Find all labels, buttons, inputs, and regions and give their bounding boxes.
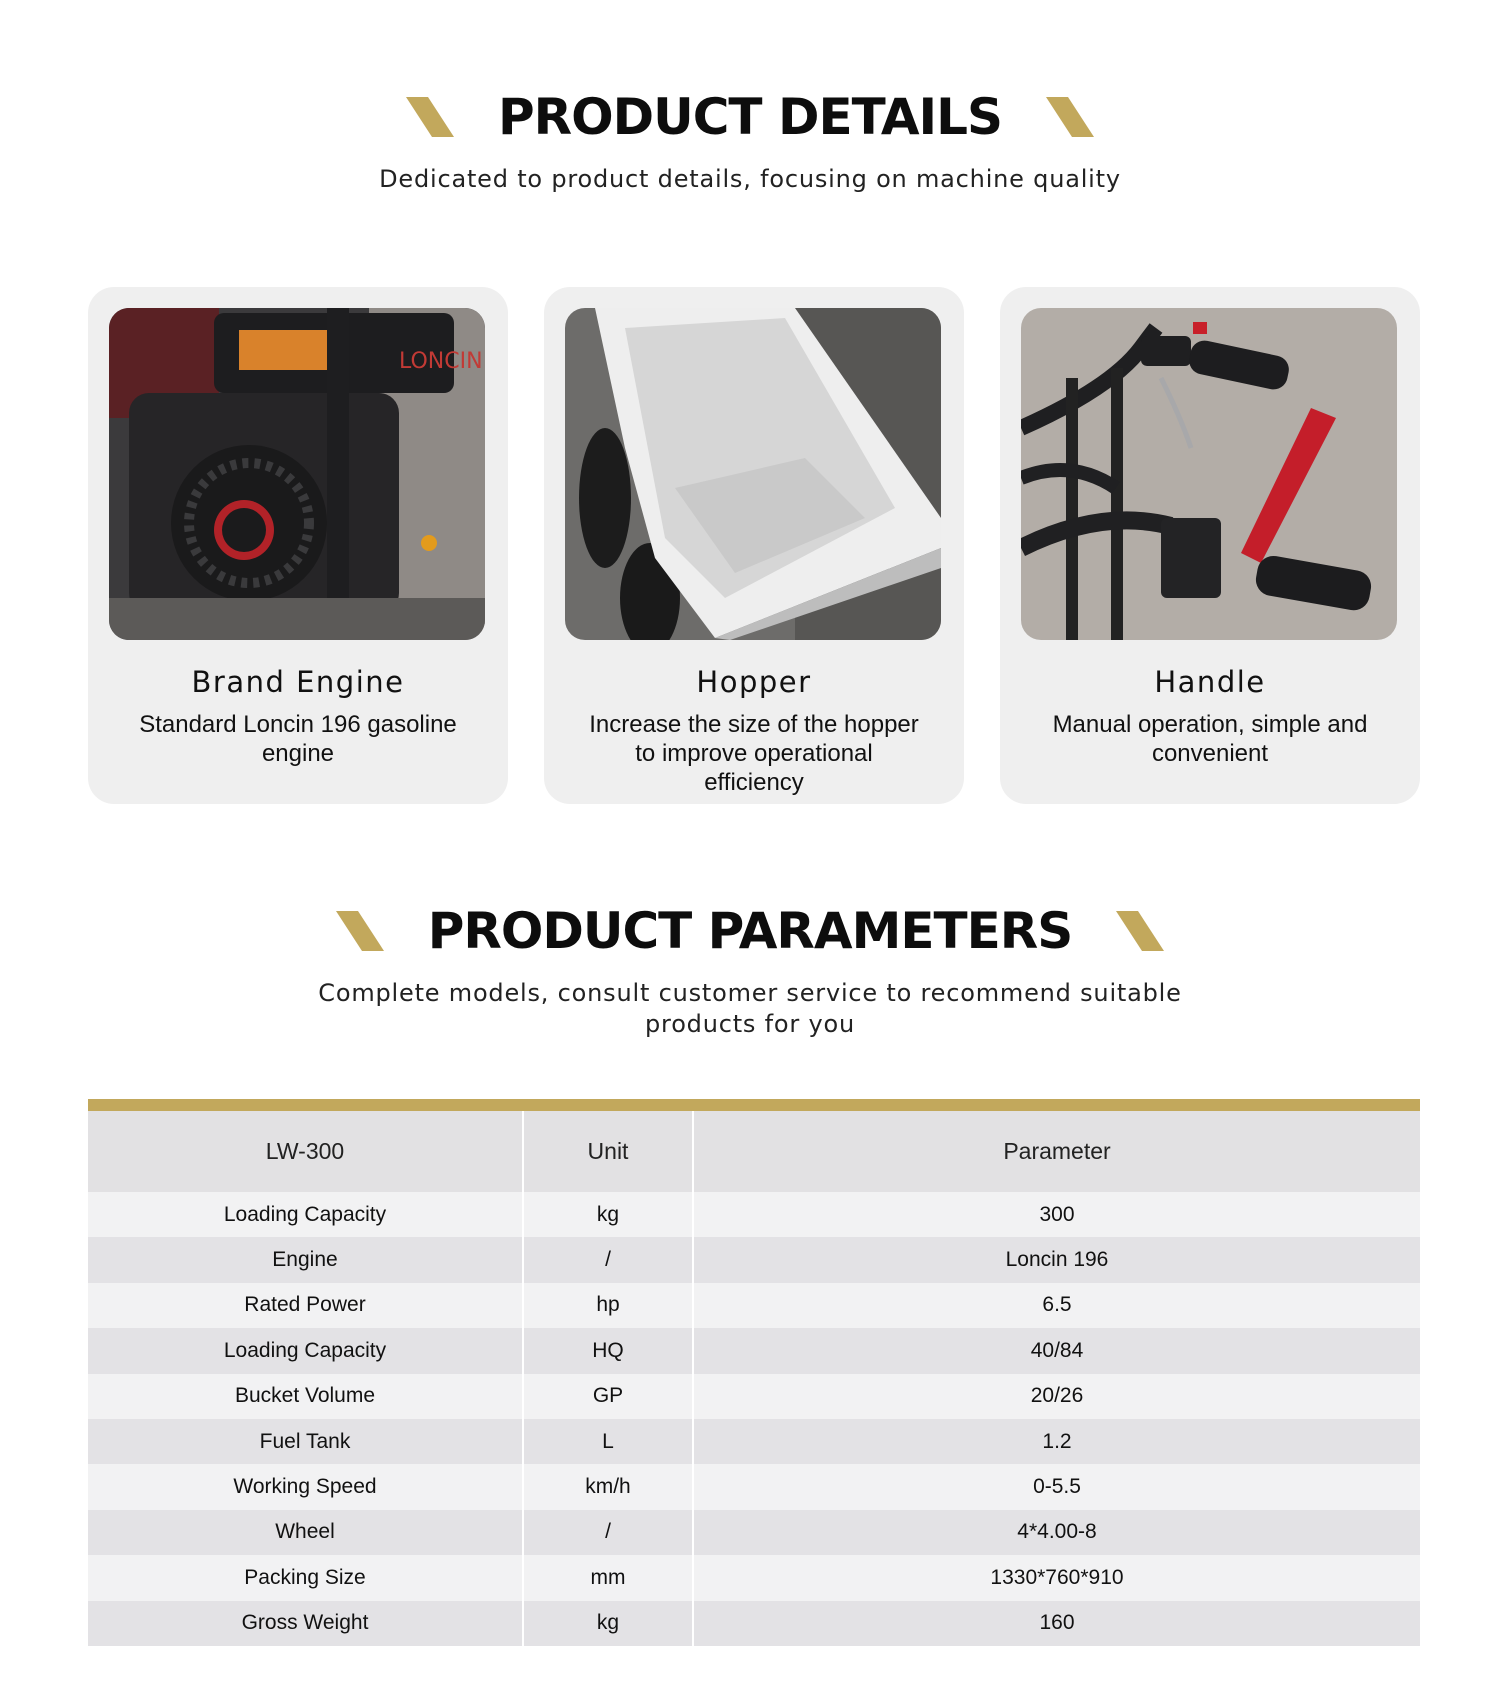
table-body [88, 1192, 1420, 1646]
table-row [88, 1419, 1420, 1464]
row-label: Working Speed [88, 1464, 524, 1509]
row-unit: GP [524, 1374, 694, 1419]
row-unit: hp [524, 1283, 694, 1328]
header-parameter: Parameter [1003, 1138, 1111, 1164]
row-value: 40/84 [1030, 1338, 1084, 1362]
table-row [88, 1237, 1420, 1282]
gold-slash-right-icon [1046, 97, 1094, 137]
row-label: Wheel [88, 1510, 524, 1555]
section-title: PRODUCT PARAMETERS [427, 902, 1073, 960]
row-label: Loading Capacity [88, 1328, 524, 1373]
row-unit: kg [524, 1192, 694, 1237]
details-subtitle: Dedicated to product details, focusing on machine quality [379, 165, 1121, 193]
card-description: Standard Loncin 196 gasoline engine [139, 711, 457, 767]
feature-card-engine [88, 287, 508, 804]
table-row [88, 1192, 1420, 1237]
gold-slash-right-icon [1116, 911, 1164, 951]
row-label: Packing Size [88, 1555, 524, 1600]
table-accent-bar [88, 1099, 1420, 1111]
row-label: Engine [88, 1237, 524, 1282]
card-description: Manual operation, simple and convenient [1052, 711, 1368, 767]
row-value: 6.5 [1042, 1293, 1072, 1317]
header-model: LW-300 [88, 1111, 524, 1192]
row-unit: km/h [524, 1464, 694, 1509]
parameters-subtitle: Complete models, consult customer service to recommend suitable products for you [318, 979, 1182, 1038]
row-value: 20/26 [1030, 1384, 1084, 1408]
svg-text:LONCIN: LONCIN [399, 349, 483, 374]
card-description: Increase the size of the hopper to improve operational efficiency [589, 711, 919, 796]
parameters-table [88, 1099, 1420, 1646]
product-details-header [0, 88, 1500, 195]
table-row [88, 1374, 1420, 1419]
row-value: 160 [1039, 1611, 1075, 1635]
row-label: Gross Weight [88, 1601, 524, 1646]
table-row [88, 1601, 1420, 1646]
table-row [88, 1283, 1420, 1328]
table-header-row [88, 1111, 1420, 1192]
product-parameters-header [0, 902, 1500, 1040]
row-label: Rated Power [88, 1283, 524, 1328]
row-label: Fuel Tank [88, 1419, 524, 1464]
row-unit: mm [524, 1555, 694, 1600]
row-value: Loncin 196 [1005, 1248, 1109, 1272]
gold-slash-left-icon [336, 911, 384, 951]
hopper-photo [565, 308, 941, 640]
row-value: 1330*760*910 [990, 1565, 1124, 1589]
card-title: Hopper [696, 665, 812, 699]
feature-card-hopper [544, 287, 964, 804]
engine-photo [109, 308, 485, 640]
row-label: Loading Capacity [88, 1192, 524, 1237]
page-title: PRODUCT DETAILS [497, 88, 1003, 146]
gold-slash-left-icon [406, 97, 454, 137]
table-row [88, 1510, 1420, 1555]
table-row [88, 1328, 1420, 1373]
card-title: Handle [1154, 665, 1266, 699]
row-label: Bucket Volume [88, 1374, 524, 1419]
card-title: Brand Engine [191, 665, 405, 699]
table-row [88, 1555, 1420, 1600]
row-value: 4*4.00-8 [1017, 1520, 1097, 1544]
row-unit: kg [524, 1601, 694, 1646]
row-value: 1.2 [1042, 1429, 1072, 1453]
handle-photo [1021, 308, 1397, 640]
row-unit: / [524, 1237, 694, 1282]
row-unit: HQ [524, 1328, 694, 1373]
row-unit: L [524, 1419, 694, 1464]
row-value: 300 [1039, 1202, 1075, 1226]
row-value: 0-5.5 [1033, 1475, 1081, 1499]
table-row [88, 1464, 1420, 1509]
feature-card-handle [1000, 287, 1420, 804]
header-unit: Unit [524, 1111, 694, 1192]
row-unit: / [524, 1510, 694, 1555]
